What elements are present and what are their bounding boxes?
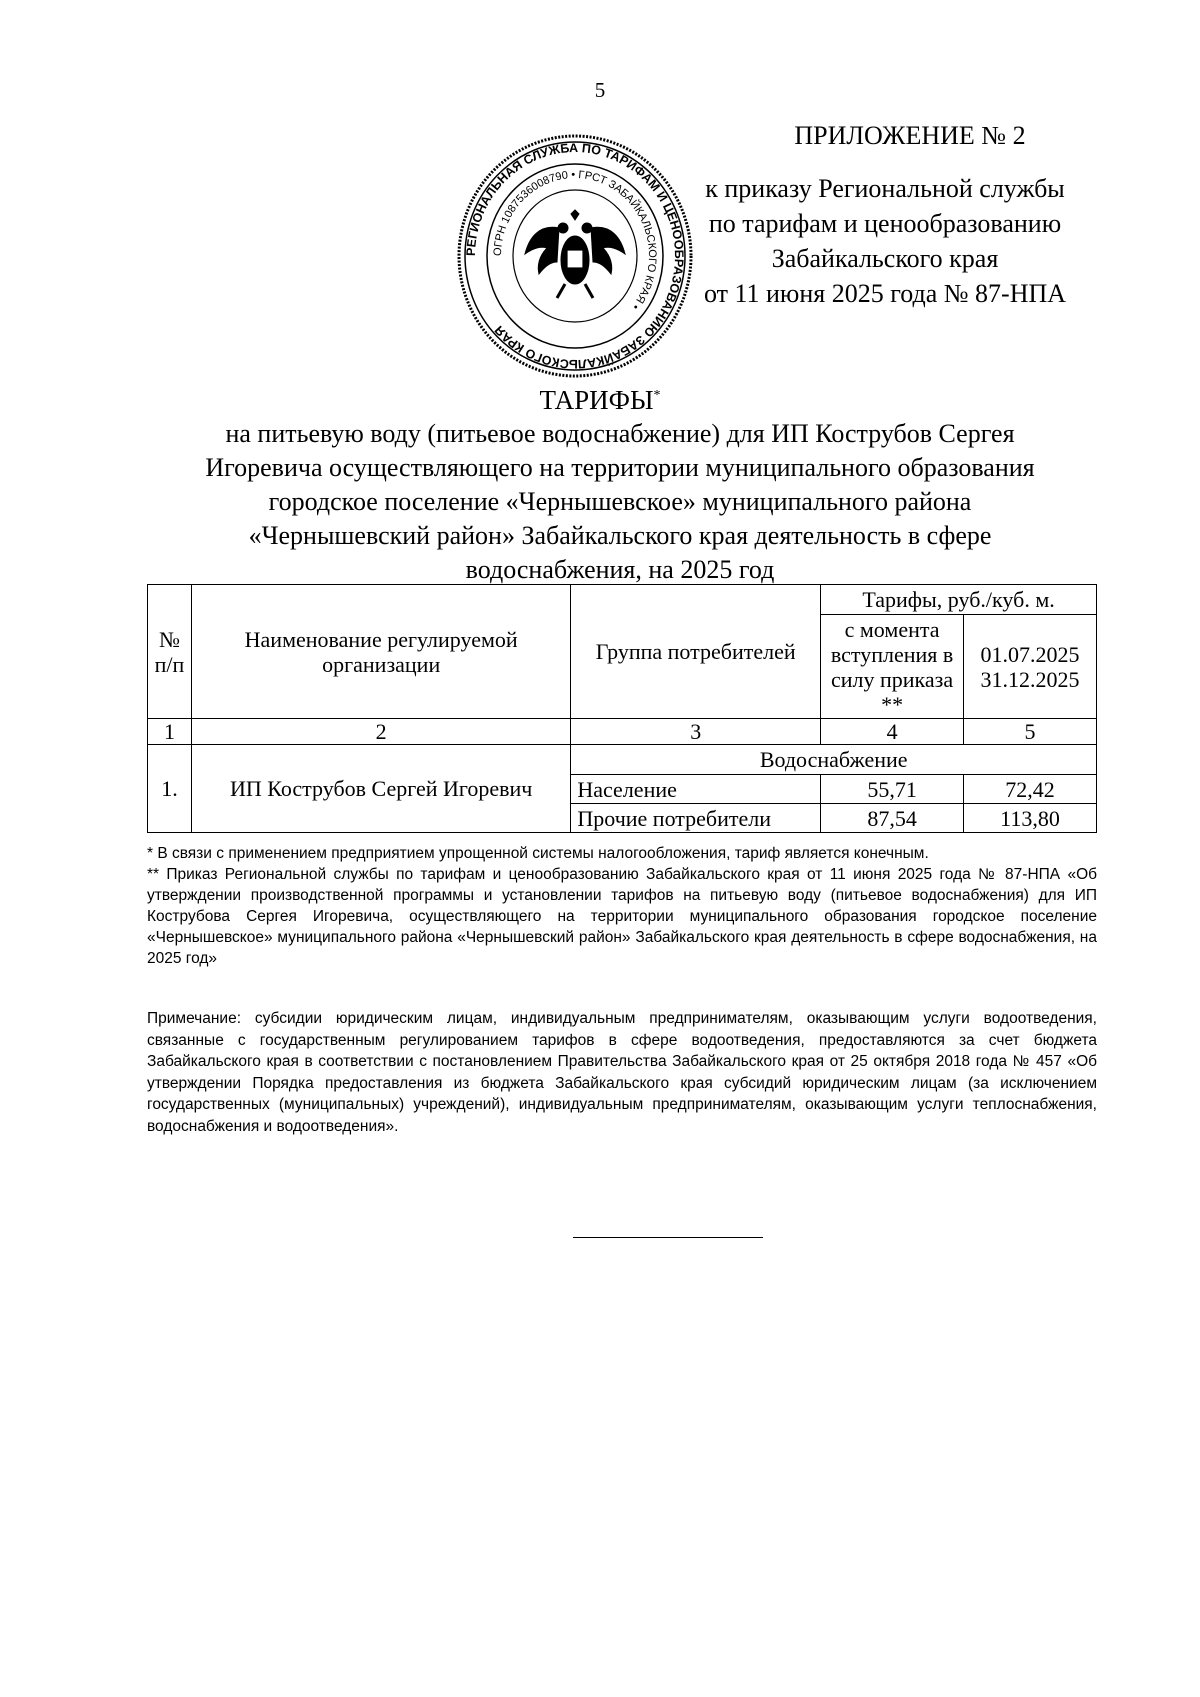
- appendix-line: к приказу Региональной службы: [705, 174, 1065, 203]
- seal-inner-text: ОГРН 1087536008790 • ГРСТ ЗАБАЙКАЛЬСКОГО КРАЯ •: [491, 168, 659, 312]
- header-num: № п/п: [148, 585, 192, 719]
- note: Примечание: субсидии юридическим лицам, индивидуальным предпринимателям, оказывающим услуги водоотведения, связанные с государственным регулированием тарифов в сфере водоотведения, предоставляются за счет бюджета Забайкальского края в соответствии с постановлением Правительства Забайкальского края от 25 октября 2018 года № 457 «Об утверждении Порядка предоставления из бюджета Забайкальского края субсидий юридическим лицам (за исключением государственных (муниципальных) учреждений), индивидуальным предпринимателям, оказывающим услуги теплоснабжения, водоснабжения и водоотведения».: [147, 1010, 1097, 1135]
- column-number: 1: [148, 719, 192, 745]
- footnote: * В связи с применением предприятием упрощенной системы налогообложения, тариф является конечным.: [147, 845, 929, 862]
- column-number: 2: [191, 719, 570, 745]
- document-title-text: ТАРИФЫ: [539, 385, 654, 415]
- subtitle-line: на питьевую воду (питьевое водоснабжение) для ИП Кострубов Сергея: [225, 419, 1015, 448]
- header-period1: с момента вступления в силу приказа **: [821, 615, 964, 719]
- row-org: ИП Кострубов Сергей Игоревич: [191, 745, 570, 833]
- appendix-line: от 11 июня 2025 года № 87-НПА: [703, 279, 1067, 308]
- official-seal: [455, 132, 695, 380]
- appendix-title: ПРИЛОЖЕНИЕ № 2: [794, 121, 1026, 150]
- appendix-line: Забайкальского края: [771, 244, 999, 273]
- row-group: Прочие потребители: [571, 804, 821, 833]
- seal-outer-text: РЕГИОНАЛЬНАЯ СЛУЖБА ПО ТАРИФАМ И ЦЕНООБРАЗОВАНИЮ ЗАБАЙКАЛЬСКОГО КРАЯ: [463, 140, 687, 372]
- subtitle-line: «Чернышевский район» Забайкальского края деятельность в сфере: [248, 521, 992, 550]
- document-title: [0, 385, 1200, 416]
- subtitle-line: Игоревича осуществляющего на территории муниципального образования: [205, 453, 1035, 482]
- header-org: Наименование регулируемой организации: [191, 585, 570, 719]
- table-row: [148, 745, 1097, 775]
- row-tariff-1: 55,71: [821, 775, 964, 804]
- appendix-header: [640, 118, 1130, 311]
- document-title-mark: *: [653, 388, 661, 403]
- column-number: 4: [821, 719, 964, 745]
- coat-of-arms-icon: [525, 210, 625, 298]
- subtitle-line: городское поселение «Чернышевское» муниципального района: [268, 487, 972, 516]
- footnote: ** Приказ Региональной службы по тарифам и ценообразованию Забайкальского края от 11 июня 2025 года № 87-НПА «Об утверждении производственной программы и установлении тарифов на питьевую воду (питьевое водоснабжения) для ИП Кострубова Сергея Игоревича, осуществляющего на территории муниципального образования городское поселение «Чернышевское» муниципального района «Чернышевский район» Забайкальского края деятельность в сфере водоснабжения, на 2025 год»: [147, 866, 1097, 967]
- row-tariff-2: 72,42: [964, 775, 1097, 804]
- row-tariff-2: 113,80: [964, 804, 1097, 833]
- page-number: 5: [594, 78, 606, 102]
- row-section: Водоснабжение: [571, 745, 1097, 775]
- row-group: Население: [571, 775, 821, 804]
- header-period2: 01.07.2025 31.12.2025: [964, 615, 1097, 719]
- header-tariffs: Тарифы, руб./куб. м.: [821, 585, 1097, 615]
- column-number: 3: [571, 719, 821, 745]
- subtitle-line: водоснабжения, на 2025 год: [465, 555, 775, 584]
- tariffs-table: [147, 584, 1097, 833]
- closing-rule: [573, 1237, 763, 1238]
- header-group: Группа потребителей: [571, 585, 821, 719]
- column-number: 5: [964, 719, 1097, 745]
- footnotes: [147, 843, 1097, 969]
- document-subtitle: [180, 417, 1060, 587]
- row-tariff-1: 87,54: [821, 804, 964, 833]
- appendix-line: по тарифам и ценообразованию: [708, 209, 1062, 238]
- row-num: 1.: [148, 745, 192, 833]
